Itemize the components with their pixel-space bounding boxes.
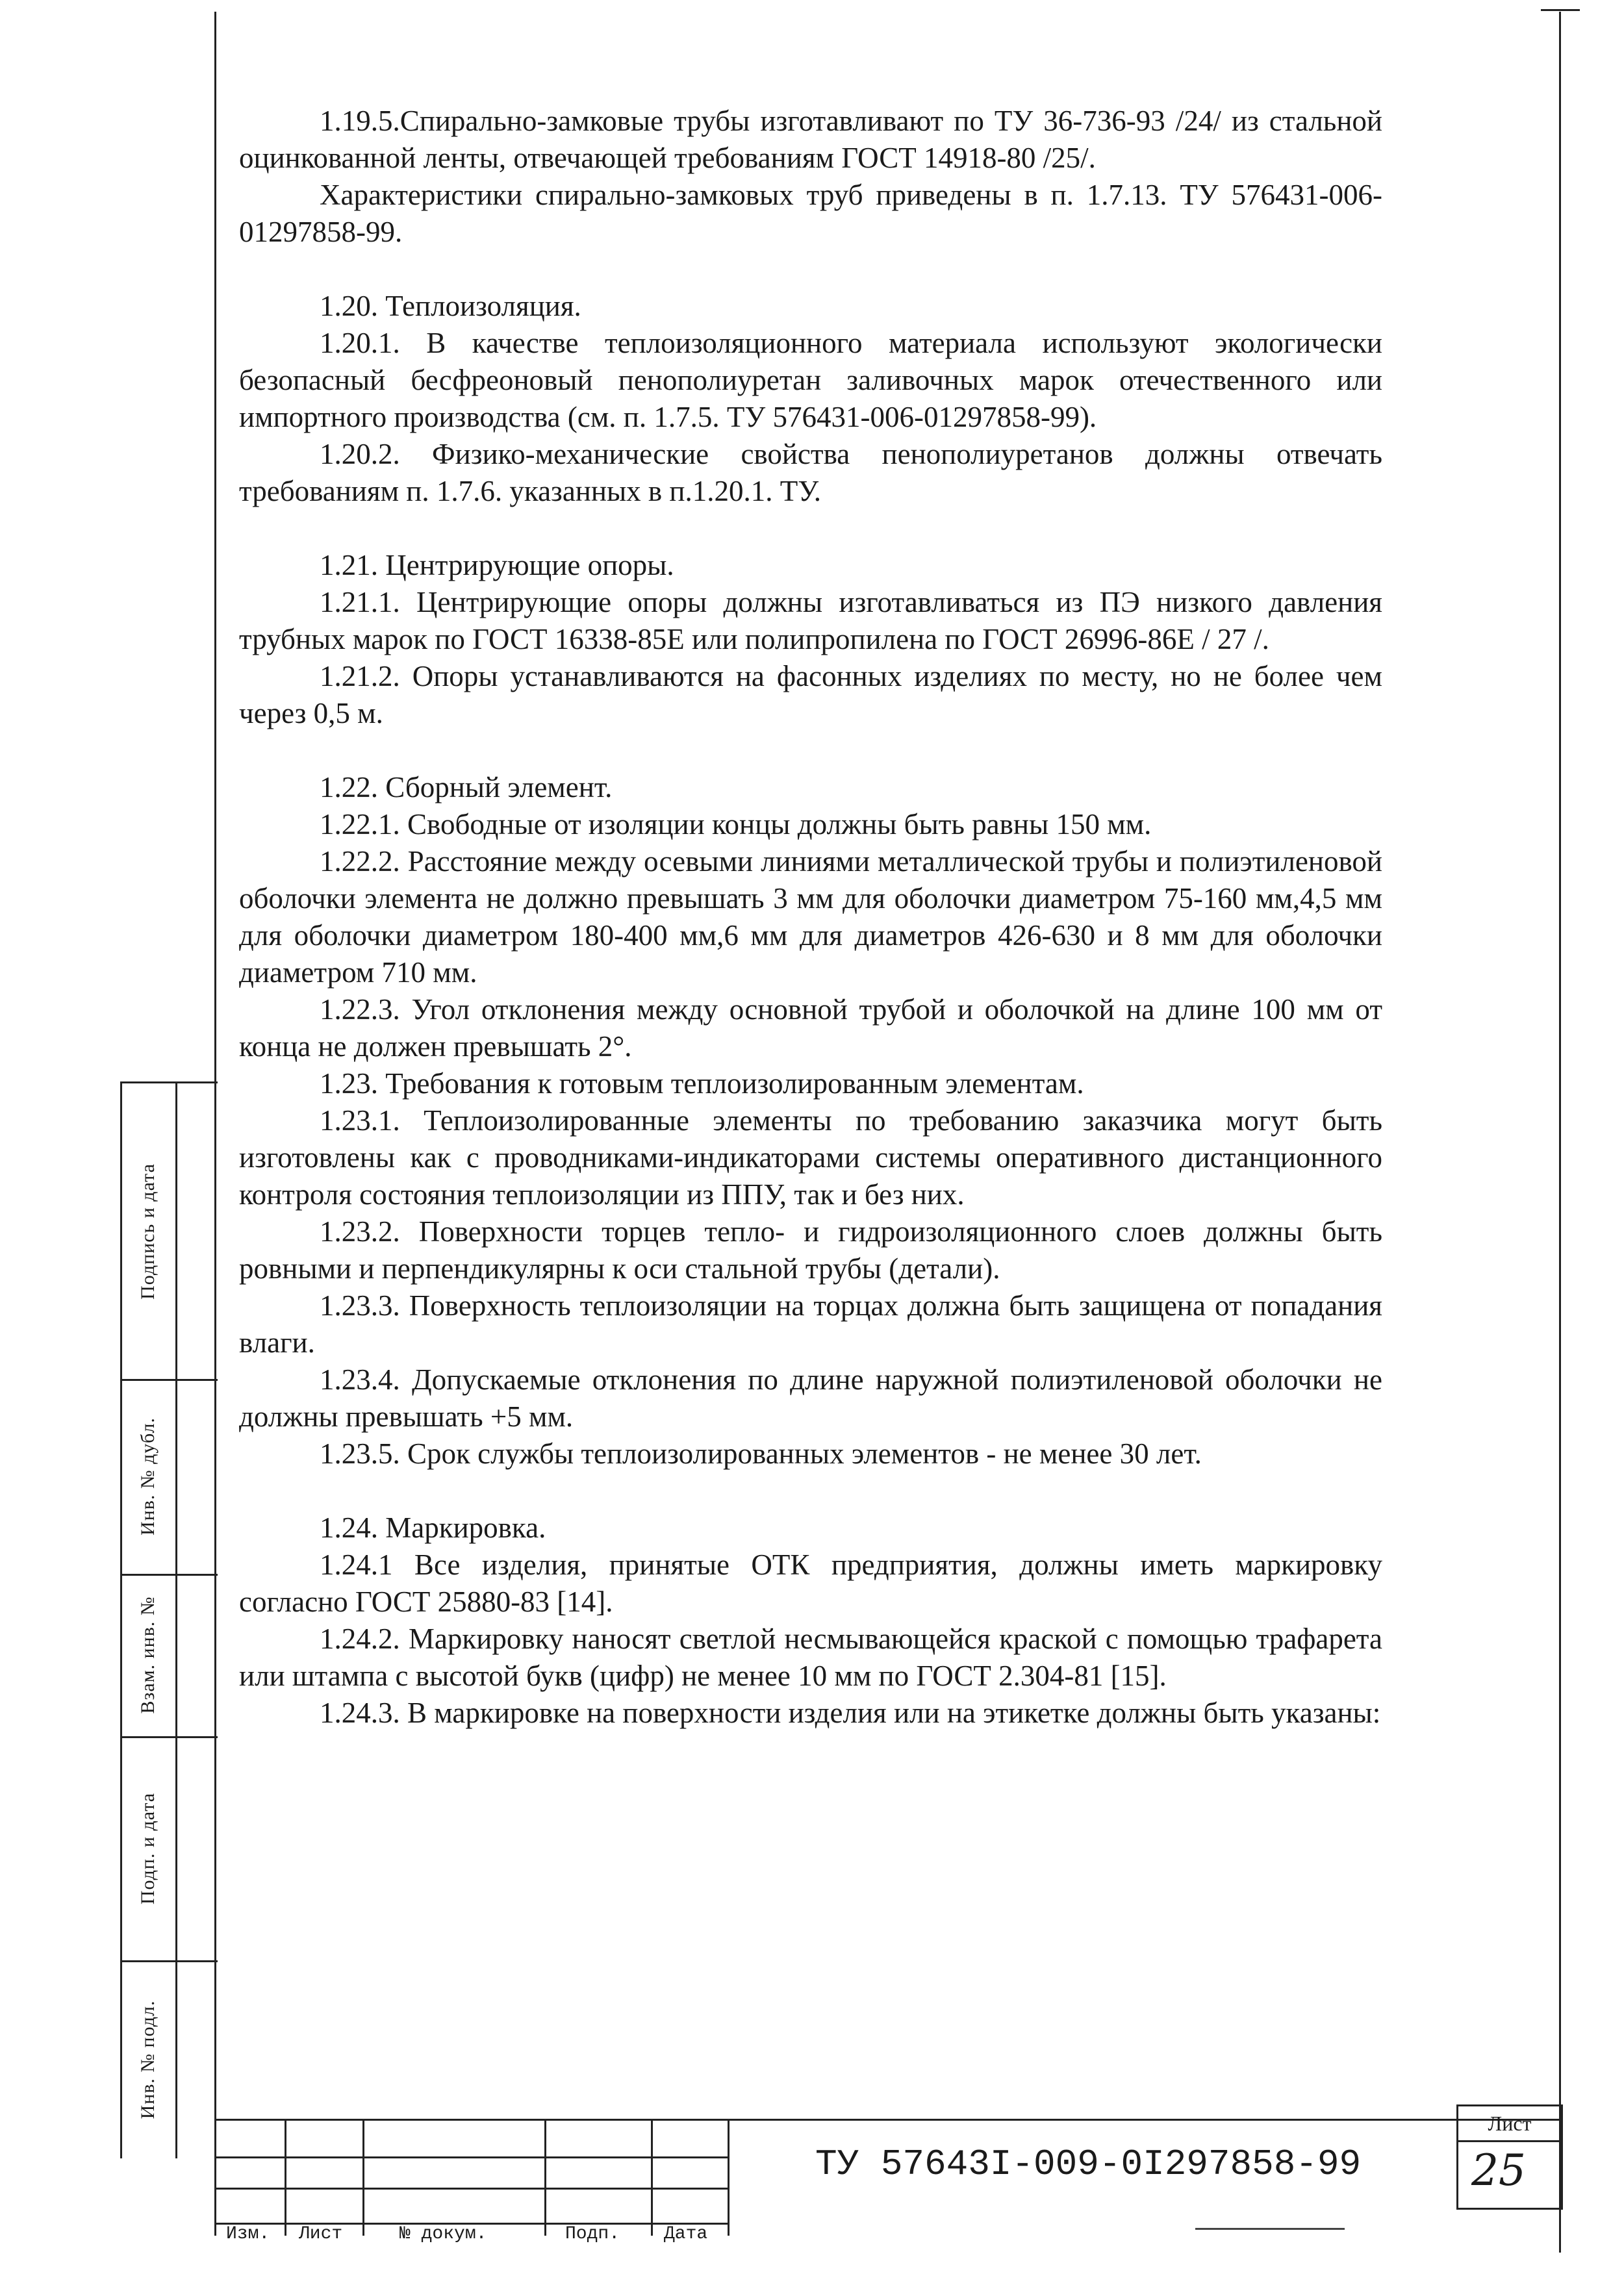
- paragraph: 1.20.1. В качестве теплоизоляционного материала используют экологически безопасный бесфреоновый пенополиуретан заливочных марок отечественного или импортного производства (см. п. 1.7.5. ТУ 576431-006-01297858-99).: [239, 327, 1382, 433]
- strip-label-replaced-inv: Взам. инв. №: [136, 1596, 159, 1714]
- strip-cell-replaced-inv: [120, 1574, 175, 1736]
- strip-cell-sign-date2: [120, 1736, 175, 1960]
- title-block-row-line: [214, 2188, 728, 2190]
- frame-bottom-border: [214, 2119, 1560, 2121]
- title-block-column-line: [214, 2119, 216, 2236]
- bottom-dash-line: [1195, 2228, 1345, 2230]
- strip-label-sign-date2: Подп. и дата: [136, 1792, 159, 1904]
- paragraph: Характеристики спирально-замковых труб приведены в п. 1.7.13. ТУ 576431-006-01297858-99.: [239, 179, 1382, 248]
- title-block-column-line: [285, 2119, 286, 2236]
- paragraph: 1.23.1. Теплоизолированные элементы по требованию заказчика могут быть изготовлены как с проводниками-индикаторами системы оперативного дистанционного контроля состояния теплоизоляции из ППУ, так и без них.: [239, 1104, 1382, 1211]
- paragraph: 1.22.2. Расстояние между осевыми линиями металлической трубы и полиэтиленовой оболочки элемента не должно превышать 3 мм для оболочки диаметром 75-160 мм,4,5 мм для оболочки диаметром 180-400 мм,6 мм для диаметров 426-630 и 8 мм для оболочки диаметром 710 мм.: [239, 845, 1382, 989]
- title-block-header-change: Изм.: [226, 2224, 270, 2244]
- paragraph: 1.23.2. Поверхности торцев тепло- и гидроизоляционного слоев должны быть ровными и перпендикулярны к оси стальной трубы (детали).: [239, 1215, 1382, 1285]
- strip-label-dup-inv: Инв. № дубл.: [136, 1417, 159, 1535]
- paragraph: 1.23.4. Допускаемые отклонения по длине наружной полиэтиленовой оболочки не должны превышать +5 мм.: [239, 1363, 1382, 1433]
- title-block-column-line: [651, 2119, 653, 2236]
- paragraph: 1.23.5. Срок службы теплоизолированных элементов - не менее 30 лет.: [320, 1437, 1202, 1470]
- strip-cell-orig-inv: [120, 1960, 175, 2158]
- binding-strip: [120, 1081, 218, 2158]
- paragraph: 1.24. Маркировка.: [320, 1511, 546, 1544]
- frame-right-cap: [1541, 9, 1580, 11]
- strip-cell-sign-date: [120, 1083, 175, 1379]
- paragraph: 1.21.1. Центрирующие опоры должны изготавливаться из ПЭ низкого давления трубных марок по ГОСТ 16338-85Е или полипропилена по ГОСТ 26996-86Е / 27 /.: [239, 586, 1382, 655]
- title-block-column-line: [544, 2119, 546, 2236]
- sheet-box-separator: [1458, 2140, 1561, 2142]
- strip-divider: [175, 1083, 177, 2158]
- strip-label-sign-date: Подпись и дата: [136, 1163, 159, 1300]
- paragraph: 1.24.3. В маркировке на поверхности изделия или на этикетке должны быть указаны:: [320, 1697, 1381, 1729]
- title-block-header-doc: № докум.: [400, 2224, 487, 2244]
- paragraph: 1.23. Требования к готовым теплоизолированным элементам.: [320, 1067, 1084, 1100]
- title-block-column-line: [728, 2119, 730, 2236]
- paragraph: 1.21. Центрирующие опоры.: [320, 549, 674, 581]
- paragraph: 1.24.2. Маркировку наносят светлой несмывающейся краской с помощью трафарета или штампа с высотой букв (цифр) не менее 10 мм по ГОСТ 2.304-81 [15].: [239, 1623, 1382, 1692]
- paragraph: 1.19.5.Спирально-замковые трубы изготавливают по ТУ 36-736-93 /24/ из стальной оцинкованной ленты, отвечающей требованиям ГОСТ 14918-80 /25/.: [239, 105, 1382, 174]
- title-block-header-sheet: Лист: [299, 2224, 343, 2244]
- document-body: [239, 103, 1382, 1732]
- paragraph: 1.20.2. Физико-механические свойства пенополиуретанов должны отвечать требованиям п. 1.7.6. указанных в п.1.20.1. ТУ.: [239, 438, 1382, 507]
- paragraph: 1.22.1. Свободные от изоляции концы должны быть равны 150 мм.: [320, 808, 1152, 840]
- paragraph: 1.22.3. Угол отклонения между основной трубой и оболочкой на длине 100 мм от конца не должен превышать 2°.: [239, 993, 1382, 1063]
- frame-right-border: [1559, 12, 1561, 2253]
- sheet-label: Лист: [1488, 2112, 1532, 2135]
- strip-cell-dup-inv: [120, 1379, 175, 1574]
- title-block-column-line: [362, 2119, 364, 2236]
- title-block-header-date: Дата: [664, 2224, 708, 2244]
- paragraph: 1.24.1 Все изделия, принятые ОТК предприятия, должны иметь маркировку согласно ГОСТ 25880-83 [14].: [239, 1548, 1382, 1618]
- paragraph: 1.22. Сборный элемент.: [320, 771, 613, 803]
- sheet-number: 25: [1471, 2145, 1526, 2195]
- strip-label-orig-inv: Инв. № подл.: [136, 2000, 159, 2119]
- paragraph: 1.23.3. Поверхность теплоизоляции на торцах должна быть защищена от попадания влаги.: [239, 1289, 1382, 1359]
- sheet-number-box: [1456, 2104, 1563, 2210]
- paragraph: 1.21.2. Опоры устанавливаются на фасонных изделиях по месту, но не более чем через 0,5 м.: [239, 660, 1382, 729]
- title-block-header-sign: Подп.: [565, 2224, 620, 2244]
- title-block-row-line: [214, 2156, 728, 2158]
- paragraph: 1.20. Теплоизоляция.: [320, 290, 581, 322]
- document-code: ТУ 57643I-009-0I297858-99: [815, 2143, 1362, 2185]
